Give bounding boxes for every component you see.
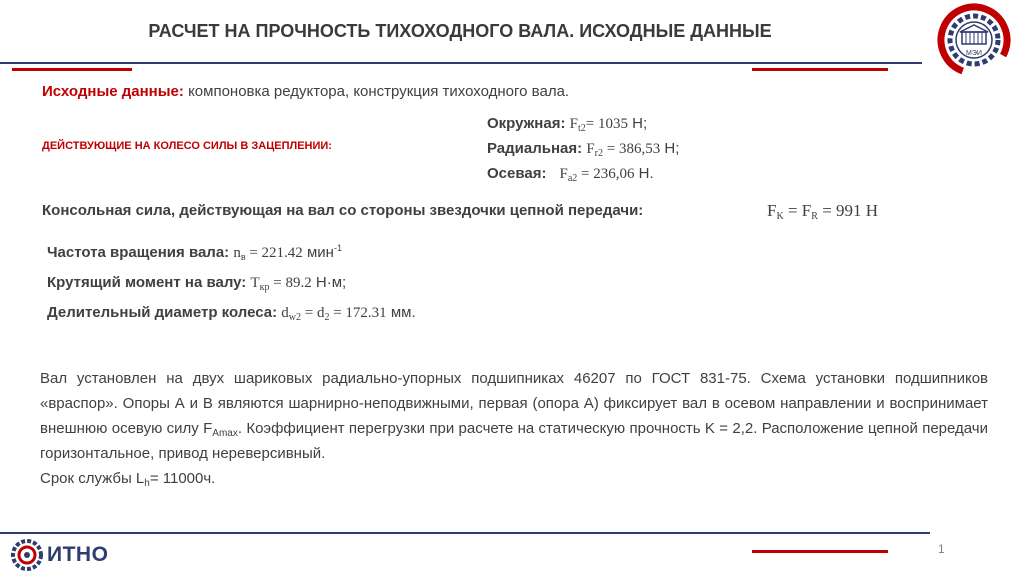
param-diameter-equals: = [301, 305, 317, 321]
initial-data-text: компоновка редуктора, конструкция тихоходного вала. [183, 83, 570, 100]
svg-text:МЭИ: МЭИ [966, 50, 982, 57]
description-part-2: . Коэффициент перегрузки при расчете на статическую прочность K = 2,2. Расположение цепной передачи горизонтальное, привод нереверсивный. [40, 420, 988, 462]
param-diameter-subscript-w: w2 [288, 312, 301, 323]
initial-data-line [42, 83, 569, 100]
footer-accent [752, 550, 888, 553]
force-circumferential-symbol: F [569, 116, 578, 132]
param-speed-symbol: n [233, 245, 241, 261]
university-logo-icon [934, 2, 1014, 78]
description-text [40, 366, 988, 466]
force-axial [487, 165, 654, 183]
param-diameter-unit: мм. [386, 304, 416, 321]
university-logo [934, 2, 1014, 78]
console-force-subscript-r: R [811, 211, 818, 222]
force-radial-label: Радиальная: [487, 140, 587, 157]
force-circumferential-label: Окружная: [487, 115, 570, 132]
param-speed-subscript: в [240, 252, 246, 263]
force-axial-value: = 236,06 [577, 166, 635, 182]
force-axial-subscript: a2 [567, 173, 578, 184]
initial-data-label: Исходные данные: [42, 83, 184, 100]
force-circumferential-unit: Н; [627, 115, 648, 132]
page-number: 1 [938, 542, 945, 556]
param-speed-value: = 221.42 [245, 245, 303, 261]
param-torque-unit: Н·м; [311, 274, 347, 291]
force-radial-subscript: r2 [594, 148, 603, 159]
header-accent-left [12, 68, 132, 71]
service-life-subscript: h [144, 478, 150, 489]
force-circumferential-subscript: t2 [577, 123, 586, 134]
footer-line [0, 532, 930, 534]
force-axial-unit: Н. [634, 165, 654, 182]
console-force-symbol-r: F [801, 201, 812, 220]
service-life [40, 466, 988, 491]
param-diameter [47, 304, 416, 322]
param-torque-value: = 89.2 [269, 275, 312, 291]
param-speed [47, 244, 342, 262]
param-torque [47, 274, 346, 292]
param-diameter-symbol-2: d [316, 305, 325, 321]
console-force-symbol-k: F [767, 201, 777, 220]
force-radial-symbol: F [586, 141, 595, 157]
service-life-value: = 11000ч. [149, 470, 216, 487]
force-radial-unit: Н; [660, 140, 680, 157]
force-circumferential [487, 115, 647, 133]
param-speed-label: Частота вращения вала: [47, 244, 234, 261]
param-diameter-label: Делительный диаметр колеса: [47, 304, 282, 321]
page-title: РАСЧЕТ НА ПРОЧНОСТЬ ТИХОХОДНОГО ВАЛА. ИСХОДНЫЕ ДАННЫЕ [148, 21, 772, 41]
console-force-formula [767, 201, 878, 221]
console-force-value: = 991 Н [817, 201, 879, 220]
console-force-subscript-k: K [776, 211, 784, 222]
param-torque-symbol: T [250, 275, 260, 291]
forces-heading: ДЕЙСТВУЮЩИЕ НА КОЛЕСО СИЛЫ В ЗАЦЕПЛЕНИИ: [42, 140, 332, 152]
console-force-label: Консольная сила, действующая на вал со стороны звездочки цепной передачи: [42, 202, 644, 219]
force-radial [487, 140, 679, 158]
footer-logo-text: ИТНО [47, 543, 109, 566]
param-diameter-subscript-2: 2 [324, 312, 330, 323]
header-line [0, 62, 922, 64]
param-diameter-value: = 172.31 [329, 305, 387, 321]
description-subscript: Amax [212, 428, 238, 439]
param-speed-unit: мин [302, 244, 334, 261]
description-part-1: Вал установлен на двух шариковых радиально-упорных подшипниках 46207 по ГОСТ 831-75. Схема установки подшипников «враспор». Опоры А и В являются шарнирно-неподвижными, первая (опора А) фиксирует вал в осевом направлении и воспринимает внешнюю осевую силу F [40, 370, 988, 437]
force-radial-value: = 386,53 [603, 141, 661, 157]
force-axial-label: Осевая: [487, 165, 547, 182]
force-axial-symbol: F [559, 166, 568, 182]
console-force-equals: = [783, 201, 802, 220]
param-torque-label: Крутящий момент на валу: [47, 274, 251, 291]
description-paragraph [40, 366, 988, 491]
footer-logo [10, 538, 108, 572]
footer-logo-icon [10, 538, 44, 572]
header-accent-right [752, 68, 888, 71]
param-diameter-symbol-w: d [281, 305, 289, 321]
service-life-label: Срок службы L [40, 470, 145, 487]
param-speed-superscript: -1 [333, 243, 342, 253]
param-torque-subscript: кр [259, 282, 270, 293]
force-circumferential-value: = 1035 [585, 116, 628, 132]
